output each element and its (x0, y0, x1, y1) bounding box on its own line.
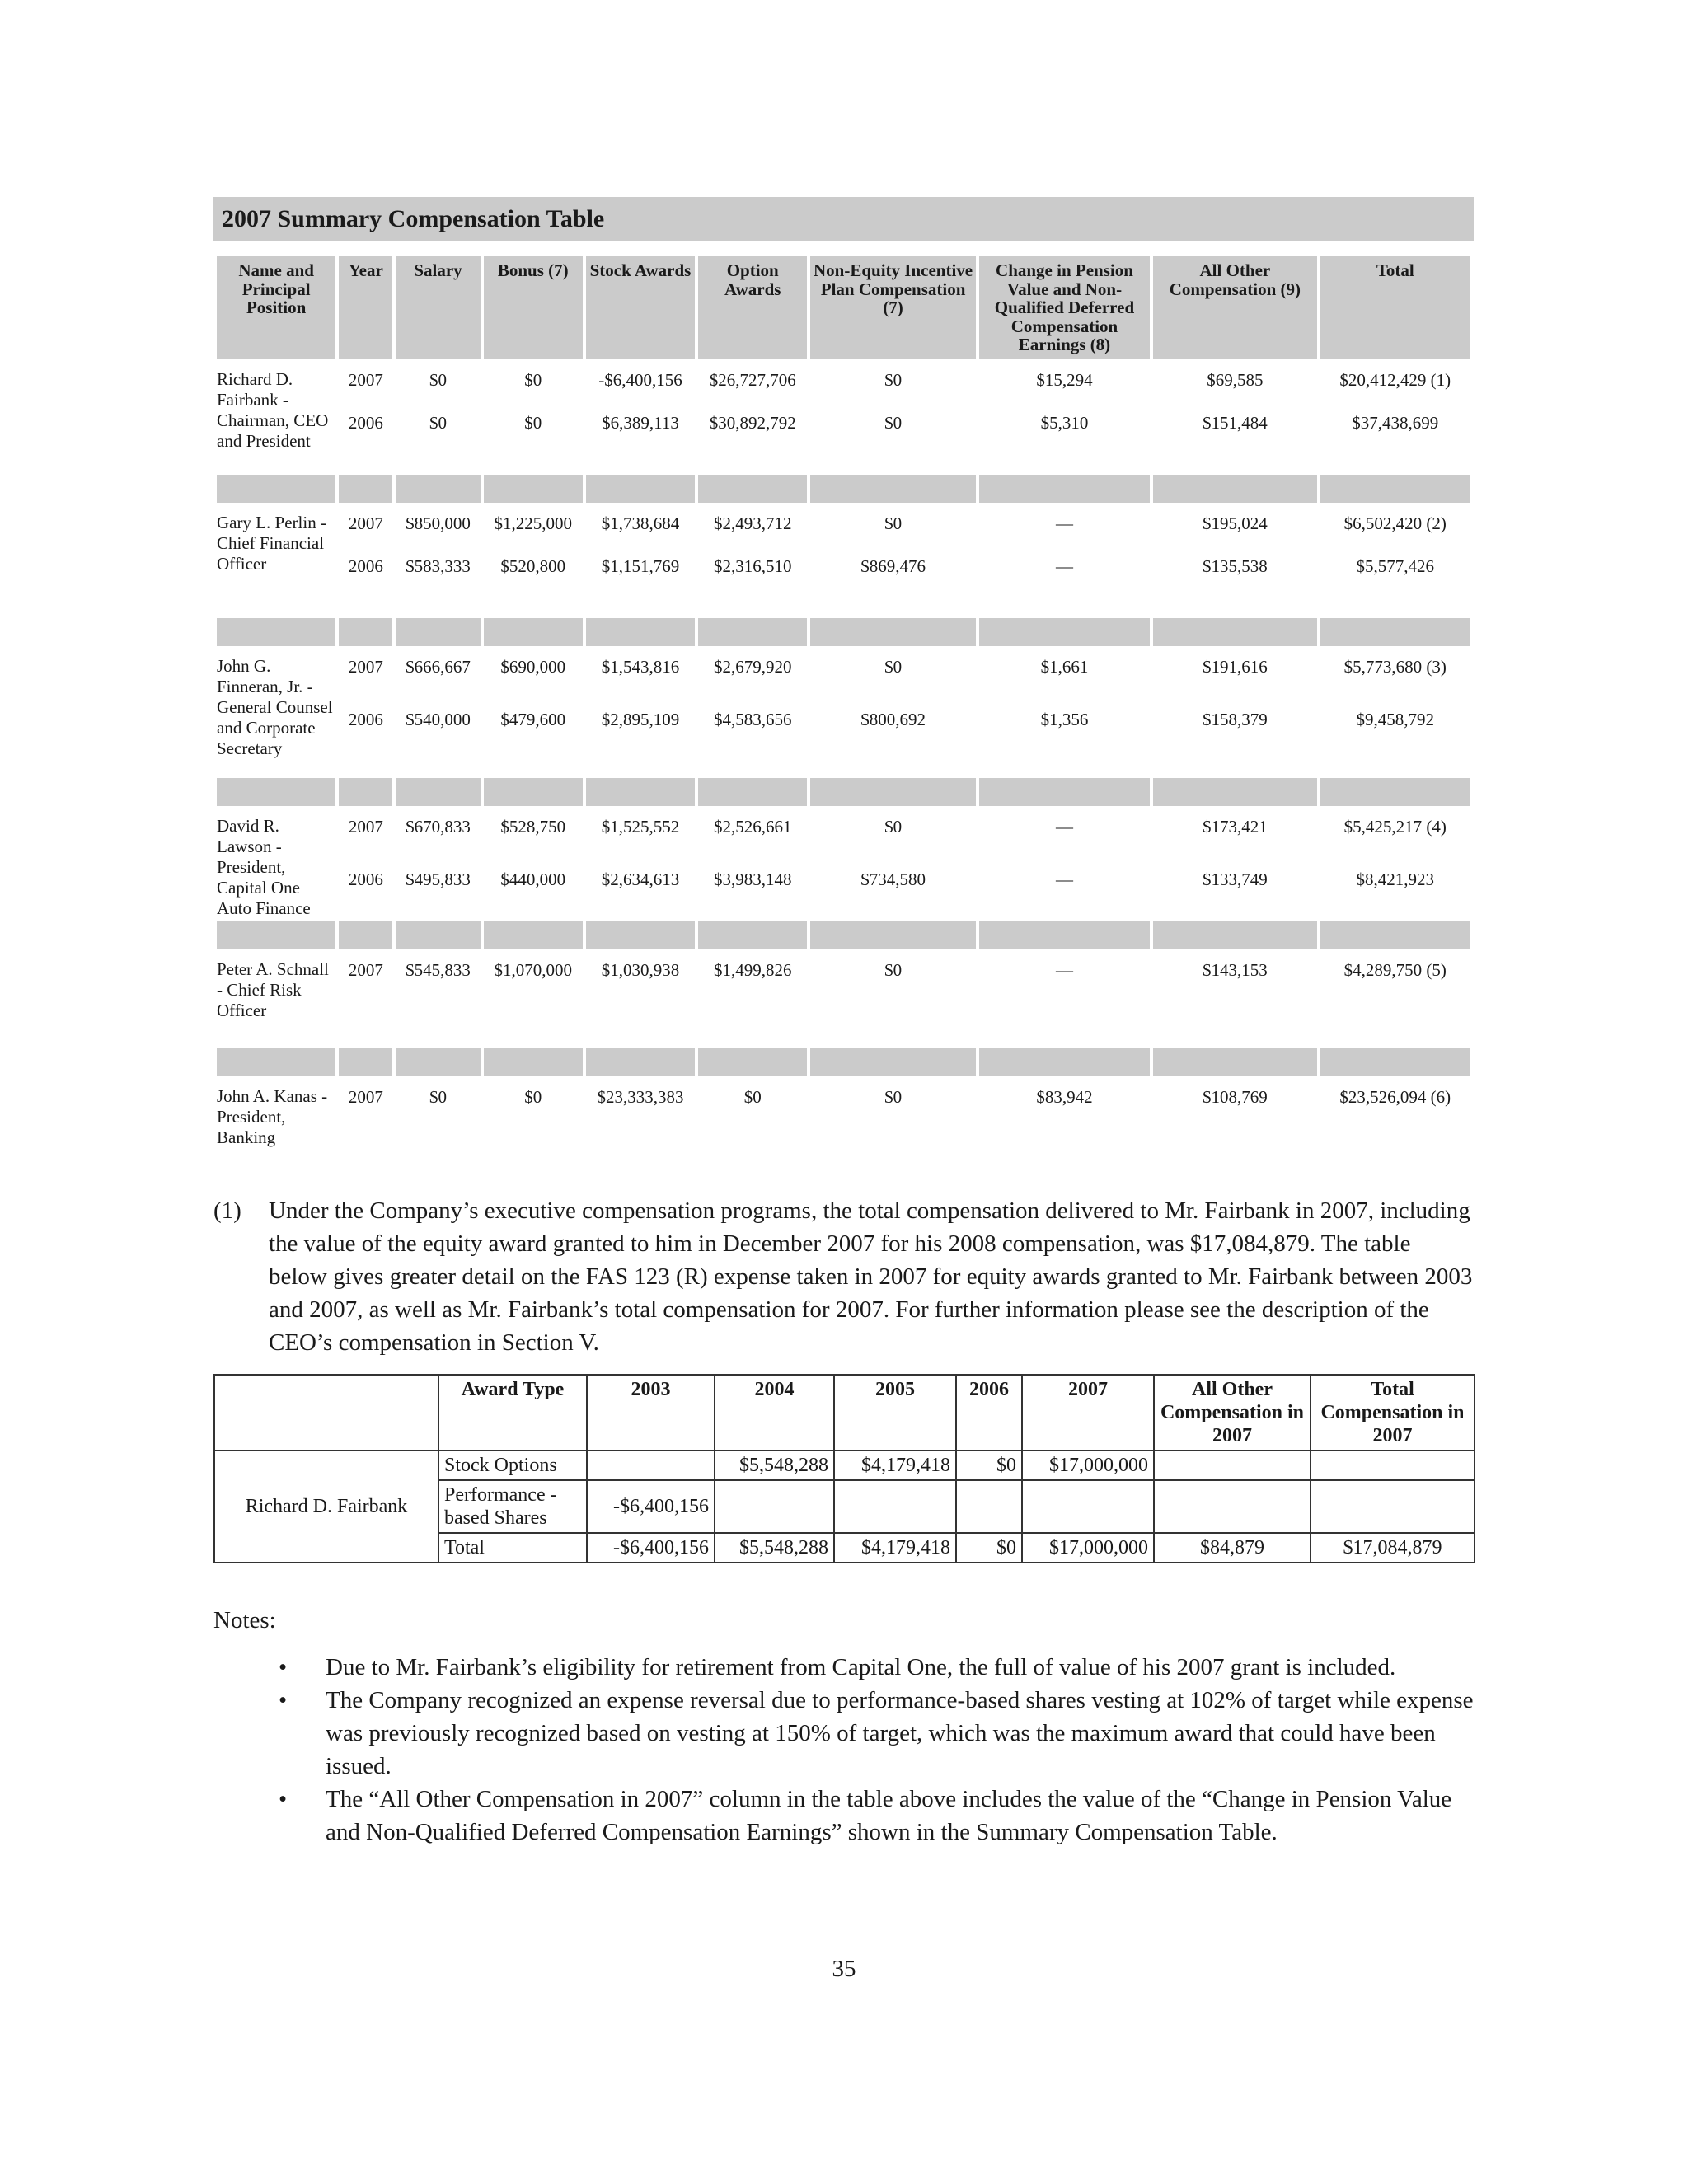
summary-header-cell: Non-Equity Incentive Plan Compensation (7) (810, 256, 975, 359)
executive-row (217, 949, 1470, 1048)
summary-value: 2007 (348, 1087, 383, 1107)
separator-cell (1153, 475, 1316, 503)
executive-name: John G. Finneran, Jr. - General Counsel and Corporate Secretary (217, 656, 333, 758)
notes-list (272, 1651, 1475, 1849)
summary-value: $3,983,148 (713, 869, 792, 889)
summary-value: 2007 (348, 960, 383, 980)
summary-value: — (1055, 869, 1073, 889)
summary-value: $850,000 (406, 513, 471, 533)
fairbank-value-cell: $5,548,288 (715, 1451, 834, 1480)
fairbank-header-cell: Total Compensation in 2007 (1311, 1375, 1475, 1451)
separator-cell (1153, 921, 1316, 949)
summary-value: $20,412,429 (1) (1339, 370, 1451, 390)
summary-cell (979, 949, 1150, 1048)
bullet-icon: • (279, 1687, 288, 1713)
summary-value: $545,833 (406, 960, 471, 980)
separator-row (217, 475, 1470, 503)
summary-value: $0 (884, 413, 903, 433)
page-number: 35 (832, 1956, 856, 1982)
summary-value: $2,895,109 (601, 710, 680, 729)
separator-cell (698, 475, 807, 503)
footnote-1 (213, 1194, 1474, 1359)
summary-cell (1153, 806, 1316, 921)
summary-value: $195,024 (1202, 513, 1268, 533)
summary-value: 2007 (348, 513, 383, 533)
summary-value: $30,892,792 (709, 413, 796, 433)
summary-cell (810, 949, 975, 1048)
separator-cell (810, 475, 975, 503)
separator-cell (339, 778, 392, 806)
summary-cell (1320, 949, 1470, 1048)
fairbank-header-cell: 2007 (1022, 1375, 1154, 1451)
separator-cell (339, 618, 392, 646)
summary-cell (698, 806, 807, 921)
note-text: Due to Mr. Fairbank’s eligibility for retirement from Capital One, the full of value of his 2007 grant is included. (326, 1654, 1396, 1680)
summary-value: $69,585 (1207, 370, 1264, 390)
summary-cell (979, 1076, 1150, 1167)
fairbank-header-cell: 2005 (834, 1375, 956, 1451)
summary-value: $9,458,792 (1356, 710, 1435, 729)
separator-cell (1320, 778, 1470, 806)
summary-cell (396, 949, 480, 1048)
separator-cell (217, 1048, 335, 1076)
summary-value: $2,526,661 (713, 817, 792, 837)
separator-row (217, 618, 1470, 646)
summary-cell (586, 1076, 695, 1167)
fairbank-value-cell (1022, 1480, 1154, 1533)
separator-cell (217, 618, 335, 646)
separator-cell (396, 618, 480, 646)
summary-value: $2,493,712 (713, 513, 792, 533)
summary-header-cell: Salary (396, 256, 480, 359)
award-type-cell: Performance - based Shares (438, 1480, 587, 1533)
executive-name: Richard D. Fairbank - Chairman, CEO and President (217, 369, 329, 451)
summary-value: $8,421,923 (1356, 869, 1435, 889)
fairbank-equity-table (213, 1374, 1475, 1563)
footnote-text: Under the Company’s executive compensation programs, the total compensation delivered to Mr. Fairbank in 2007, including the value of the equity award granted to him in December 2007 for his 2008 compensation, was $17,084,879. The table below gives greater detail on the FAS 123 (R) expense taken in 2007 for equity awards granted to Mr. Fairbank between 2003 and 2007, as well as Mr. Fairbank’s total compensation for 2007. For further information please see the description of the CEO’s compensation in Section V. (269, 1197, 1473, 1356)
summary-cell (1153, 949, 1316, 1048)
summary-value: $2,679,920 (713, 657, 792, 677)
summary-cell (586, 359, 695, 475)
summary-value: $1,525,552 (601, 817, 680, 837)
summary-value: — (1055, 556, 1073, 576)
executive-row (217, 646, 1470, 778)
separator-row (217, 1048, 1470, 1076)
summary-cell (484, 503, 583, 618)
fairbank-value-cell (834, 1480, 956, 1533)
note-item (272, 1684, 1475, 1783)
separator-cell (586, 618, 695, 646)
award-type-cell: Stock Options (438, 1451, 587, 1480)
separator-cell (396, 475, 480, 503)
summary-cell (1320, 646, 1470, 778)
summary-value: $520,800 (500, 556, 566, 576)
separator-cell (484, 618, 583, 646)
separator-cell (810, 921, 975, 949)
summary-cell (810, 646, 975, 778)
summary-value: $83,942 (1036, 1087, 1093, 1107)
summary-value: $191,616 (1202, 657, 1268, 677)
fairbank-value-cell (1154, 1480, 1311, 1533)
separator-cell (810, 778, 975, 806)
separator-cell (339, 1048, 392, 1076)
fairbank-header-cell: 2003 (587, 1375, 715, 1451)
fairbank-value-cell: $4,179,418 (834, 1451, 956, 1480)
separator-cell (810, 1048, 975, 1076)
separator-cell (979, 475, 1150, 503)
summary-value: $26,727,706 (709, 370, 796, 390)
summary-cell (339, 646, 392, 778)
separator-cell (698, 1048, 807, 1076)
summary-cell (1153, 359, 1316, 475)
fairbank-value-cell: $0 (956, 1451, 1022, 1480)
summary-value: $1,356 (1040, 710, 1089, 729)
summary-value: $1,661 (1040, 657, 1089, 677)
award-type-cell: Total (438, 1533, 587, 1563)
fairbank-value-cell: $84,879 (1154, 1533, 1311, 1563)
summary-value: $0 (524, 413, 542, 433)
separator-cell (396, 1048, 480, 1076)
summary-value: $0 (884, 657, 903, 677)
summary-value: $0 (884, 370, 903, 390)
separator-cell (1320, 475, 1470, 503)
summary-cell (586, 503, 695, 618)
separator-cell (217, 921, 335, 949)
summary-value: $5,425,217 (4) (1343, 817, 1447, 837)
separator-cell (979, 778, 1150, 806)
summary-value: $479,600 (500, 710, 566, 729)
summary-header-cell: Total (1320, 256, 1470, 359)
summary-cell (1320, 359, 1470, 475)
summary-value: $1,151,769 (601, 556, 680, 576)
separator-cell (1153, 1048, 1316, 1076)
summary-value: $1,030,938 (601, 960, 680, 980)
summary-cell (396, 503, 480, 618)
summary-value: $4,289,750 (5) (1343, 960, 1447, 980)
summary-value: $5,310 (1040, 413, 1089, 433)
fairbank-header-cell: Award Type (438, 1375, 587, 1451)
footnote-number: (1) (213, 1197, 241, 1224)
summary-value: $158,379 (1202, 710, 1268, 729)
executive-name: John A. Kanas - President, Banking (217, 1086, 328, 1147)
summary-value: $440,000 (500, 869, 566, 889)
summary-compensation-table (213, 256, 1474, 1167)
summary-value: $0 (524, 1087, 542, 1107)
summary-value: $1,499,826 (713, 960, 792, 980)
fairbank-value-cell (1311, 1480, 1475, 1533)
summary-value: $151,484 (1202, 413, 1268, 433)
summary-cell (396, 646, 480, 778)
fairbank-value-cell: $4,179,418 (834, 1533, 956, 1563)
summary-value: $6,389,113 (602, 413, 679, 433)
summary-header-cell: All Other Compensation (9) (1153, 256, 1316, 359)
summary-value: $37,438,699 (1352, 413, 1439, 433)
fairbank-header-row (214, 1375, 1475, 1451)
summary-value: 2007 (348, 817, 383, 837)
summary-value: $0 (884, 817, 903, 837)
separator-row (217, 921, 1470, 949)
summary-cell (698, 1076, 807, 1167)
summary-cell (810, 359, 975, 475)
summary-cell (484, 806, 583, 921)
separator-cell (484, 921, 583, 949)
summary-cell (484, 1076, 583, 1167)
summary-cell (484, 949, 583, 1048)
separator-cell (217, 778, 335, 806)
executive-row (217, 359, 1470, 475)
summary-value: 2007 (348, 657, 383, 677)
summary-value: 2006 (348, 556, 383, 576)
summary-cell (484, 646, 583, 778)
summary-cell (1153, 646, 1316, 778)
summary-cell (339, 949, 392, 1048)
summary-cell (1320, 806, 1470, 921)
executive-name: Gary L. Perlin - Chief Financial Officer (217, 513, 326, 574)
summary-cell (810, 806, 975, 921)
fairbank-header-cell: All Other Compensation in 2007 (1154, 1375, 1311, 1451)
summary-cell (810, 503, 975, 618)
summary-value: $690,000 (500, 657, 566, 677)
separator-cell (586, 1048, 695, 1076)
summary-value: $133,749 (1202, 869, 1268, 889)
separator-cell (979, 1048, 1150, 1076)
summary-cell (698, 503, 807, 618)
separator-cell (1320, 921, 1470, 949)
separator-cell (1153, 618, 1316, 646)
bullet-icon: • (279, 1786, 288, 1812)
separator-cell (1320, 618, 1470, 646)
summary-value: 2006 (348, 869, 383, 889)
summary-cell (396, 806, 480, 921)
bullet-icon: • (279, 1654, 288, 1680)
separator-cell (484, 475, 583, 503)
executive-name: David R. Lawson - President, Capital One Auto Finance (217, 816, 311, 918)
summary-value: $173,421 (1202, 817, 1268, 837)
summary-value: $4,583,656 (713, 710, 792, 729)
separator-cell (698, 921, 807, 949)
summary-cell (698, 949, 807, 1048)
separator-cell (698, 618, 807, 646)
note-text: The Company recognized an expense reversal due to performance-based shares vesting at 102% of target while expense was previously recognized based on vesting at 150% of target, which was the maximum award that could have been issued. (326, 1687, 1474, 1779)
summary-value: 2006 (348, 710, 383, 729)
summary-cell (339, 359, 392, 475)
summary-header-cell: Option Awards (698, 256, 807, 359)
executive-row (217, 806, 1470, 921)
fairbank-value-cell (1311, 1451, 1475, 1480)
separator-cell (217, 475, 335, 503)
summary-cell (979, 503, 1150, 618)
summary-value: $583,333 (406, 556, 471, 576)
fairbank-value-cell: $0 (956, 1533, 1022, 1563)
summary-cell (1320, 503, 1470, 618)
fairbank-value-cell: $5,548,288 (715, 1533, 834, 1563)
summary-value: $6,502,420 (2) (1343, 513, 1447, 533)
summary-value: $15,294 (1036, 370, 1093, 390)
summary-value: — (1055, 960, 1073, 980)
summary-cell (979, 806, 1150, 921)
summary-cell (698, 646, 807, 778)
summary-value: $0 (884, 1087, 903, 1107)
summary-header-cell: Year (339, 256, 392, 359)
summary-header-cell: Stock Awards (586, 256, 695, 359)
summary-cell (1153, 503, 1316, 618)
separator-cell (396, 921, 480, 949)
summary-value: $0 (429, 413, 447, 433)
summary-value: $666,667 (406, 657, 471, 677)
fairbank-row (214, 1451, 1475, 1480)
summary-value: $0 (884, 960, 903, 980)
note-item (272, 1651, 1475, 1684)
summary-header-cell: Name and Principal Position (217, 256, 335, 359)
summary-value: $2,316,510 (713, 556, 792, 576)
fairbank-value-cell: $17,000,000 (1022, 1533, 1154, 1563)
summary-value: $1,738,684 (601, 513, 680, 533)
separator-cell (484, 778, 583, 806)
summary-cell (484, 359, 583, 475)
separator-cell (1320, 1048, 1470, 1076)
summary-cell (586, 806, 695, 921)
summary-cell (396, 359, 480, 475)
executive-row (217, 1076, 1470, 1167)
summary-value: $528,750 (500, 817, 566, 837)
summary-header-row (217, 256, 1470, 359)
summary-value: $0 (429, 370, 447, 390)
summary-value: $869,476 (860, 556, 926, 576)
fairbank-header-cell: 2004 (715, 1375, 834, 1451)
summary-value: $2,634,613 (601, 869, 680, 889)
fairbank-value-cell: -$6,400,156 (587, 1480, 715, 1533)
note-item (272, 1783, 1475, 1849)
separator-row (217, 778, 1470, 806)
summary-header-cell: Change in Pension Value and Non-Qualified Deferred Compensation Earnings (8) (979, 256, 1150, 359)
separator-cell (396, 778, 480, 806)
fairbank-header-cell: 2006 (956, 1375, 1022, 1451)
summary-value: $1,070,000 (494, 960, 572, 980)
summary-value: $143,153 (1202, 960, 1268, 980)
summary-value: — (1055, 513, 1073, 533)
executive-name: Peter A. Schnall - Chief Risk Officer (217, 959, 329, 1020)
summary-cell (1320, 1076, 1470, 1167)
summary-value: $0 (743, 1087, 762, 1107)
summary-value: $1,225,000 (494, 513, 572, 533)
fairbank-value-cell: $17,084,879 (1311, 1533, 1475, 1563)
summary-cell (1153, 1076, 1316, 1167)
summary-value: $135,538 (1202, 556, 1268, 576)
separator-cell (586, 475, 695, 503)
summary-value: $495,833 (406, 869, 471, 889)
summary-value: $23,333,383 (597, 1087, 684, 1107)
summary-value: $0 (429, 1087, 447, 1107)
separator-cell (979, 618, 1150, 646)
summary-value: 2006 (348, 413, 383, 433)
executive-row (217, 503, 1470, 618)
summary-value: 2007 (348, 370, 383, 390)
fairbank-name: Richard D. Fairbank (214, 1451, 438, 1563)
summary-cell (698, 359, 807, 475)
fairbank-header-blank (214, 1375, 438, 1451)
summary-value: — (1055, 817, 1073, 837)
fairbank-value-cell (956, 1480, 1022, 1533)
summary-value: $540,000 (406, 710, 471, 729)
summary-value: $1,543,816 (601, 657, 680, 677)
summary-cell (396, 1076, 480, 1167)
summary-cell (339, 503, 392, 618)
summary-cell (810, 1076, 975, 1167)
summary-value: $108,769 (1202, 1087, 1268, 1107)
summary-value: $0 (524, 370, 542, 390)
summary-value: $0 (884, 513, 903, 533)
fairbank-value-cell (587, 1451, 715, 1480)
fairbank-value-cell: -$6,400,156 (587, 1533, 715, 1563)
separator-cell (698, 778, 807, 806)
summary-value: $5,773,680 (3) (1343, 657, 1447, 677)
fairbank-value-cell: $17,000,000 (1022, 1451, 1154, 1480)
summary-value: $734,580 (860, 869, 926, 889)
note-text: The “All Other Compensation in 2007” column in the table above includes the value of the “Change in Pension Value and Non-Qualified Deferred Compensation Earnings” shown in the Summary Compensation Table. (326, 1786, 1452, 1845)
summary-value: $5,577,426 (1356, 556, 1435, 576)
fairbank-value-cell (715, 1480, 834, 1533)
summary-cell (339, 1076, 392, 1167)
summary-value: $670,833 (406, 817, 471, 837)
summary-header-cell: Bonus (7) (484, 256, 583, 359)
summary-table-title: 2007 Summary Compensation Table (213, 197, 1474, 241)
summary-value: $23,526,094 (6) (1339, 1087, 1451, 1107)
separator-cell (339, 921, 392, 949)
notes-label: Notes: (213, 1607, 276, 1633)
separator-cell (979, 921, 1150, 949)
summary-value: -$6,400,156 (598, 370, 682, 390)
separator-cell (1153, 778, 1316, 806)
summary-cell (979, 359, 1150, 475)
separator-cell (810, 618, 975, 646)
separator-cell (586, 778, 695, 806)
fairbank-value-cell (1154, 1451, 1311, 1480)
summary-cell (586, 949, 695, 1048)
summary-cell (586, 646, 695, 778)
summary-value: $800,692 (860, 710, 926, 729)
separator-cell (339, 475, 392, 503)
separator-cell (586, 921, 695, 949)
summary-cell (339, 806, 392, 921)
separator-cell (484, 1048, 583, 1076)
summary-cell (979, 646, 1150, 778)
